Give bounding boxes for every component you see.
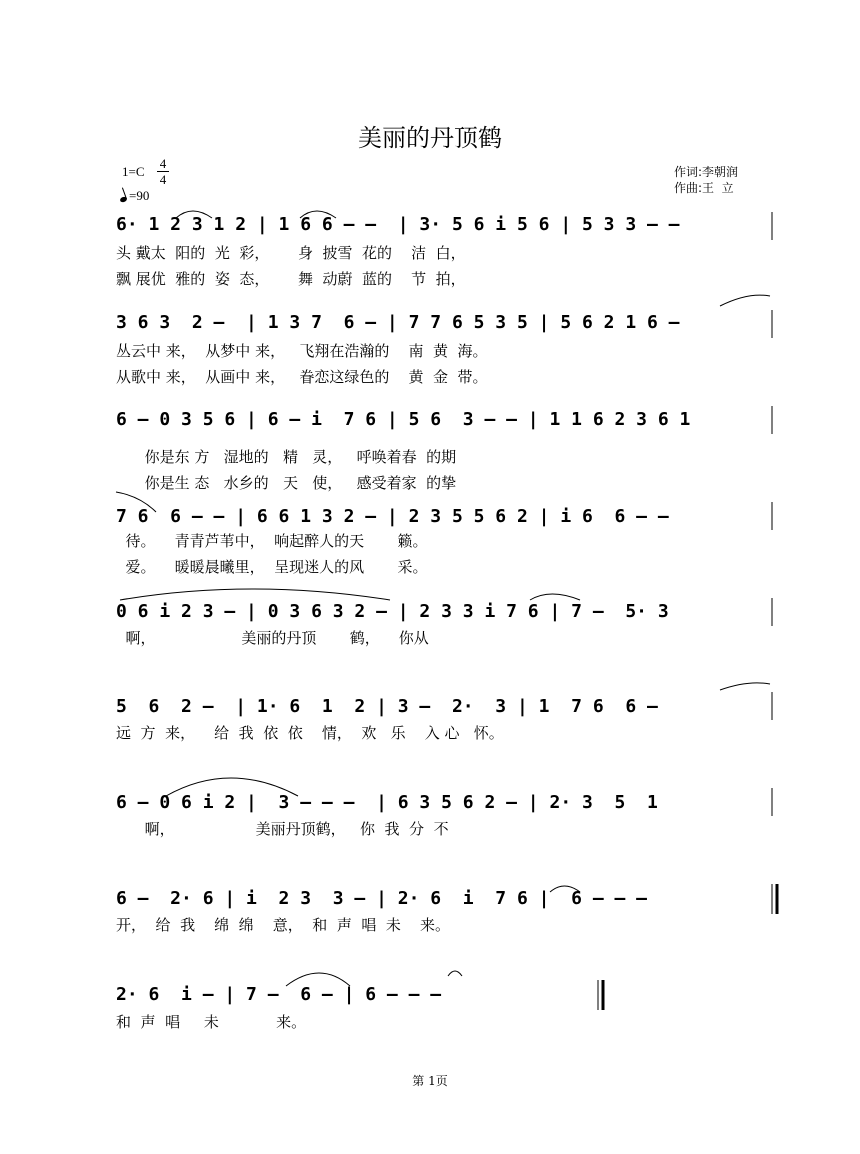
lyric-line-2b: 从歌中 来， 从画中 来， 眷恋这绿色的 黄 金 带。 [116,368,488,386]
notation-line-6: 5 6 2 – | 1· 6 1 2 | 3 – 2· 3 | 1 7 6 6 – [116,696,658,717]
lyric-line-6: 远 方 来， 给 我 依 依 情， 欢 乐 入 心 怀。 [116,724,504,742]
lyric-line-5: 啊， 美丽的丹顶 鹤， 你从 [116,629,429,647]
time-signature [156,156,170,187]
lyric-line-2a: 丛云中 来， 从梦中 来， 飞翔在浩瀚的 南 黄 海。 [116,342,488,360]
meter-bottom: 4 [159,172,167,187]
slur [120,589,390,600]
lyric-line-9: 和 声 唱 未 来。 [116,1013,307,1031]
tempo-marking [120,188,149,204]
tempo-value: =90 [129,188,150,203]
fermata [448,971,462,976]
notation-line-1: 6· 1 2 3 1 2 | 1 6 6 – – | 3· 5 6 i 5 6 | 5 3 3 – – [116,214,680,235]
credits [674,164,738,196]
lyricist: 作词:李朝润 [674,165,739,179]
key-signature: 1=C [122,164,145,179]
lyric-line-1b: 飘 展优 雅的 姿 态， 舞 动蔚 蓝的 节 拍， [116,270,466,288]
notation-line-7: 6 – 0 6 i 2 | 3 – – – | 6 3 5 6 2 – | 2· 3 5 1 [116,792,658,813]
meter-top: 4 [159,156,167,171]
slur [530,594,580,600]
slur [720,295,770,306]
song-title: 美丽的丹顶鹤 [358,124,502,152]
lyric-line-4a: 待。 青青芦苇中， 响起醉人的天 籁。 [116,532,428,550]
slur [720,683,770,690]
lyric-line-3b: 你是生 态 水乡的 天 使， 感受着家 的挚 [116,474,457,492]
quarter-note-icon [119,196,127,203]
lyric-line-7: 啊， 美丽丹顶鹤， 你 我 分 不 [116,820,449,838]
notation-line-3: 6 – 0 3 5 6 | 6 – i 7 6 | 5 6 3 – – | 1 1 6 2 3 6 1 [116,409,691,430]
notation-line-5: 0 6 i 2 3 – | 0 3 6 3 2 – | 2 3 3 i 7 6 | 7 – 5· 3 [116,601,669,622]
notation-line-2: 3 6 3 2 – | 1 3 7 6 – | 7 7 6 5 3 5 | 5 6 2 1 6 – [116,312,680,333]
page-number: 第 1页 [412,1074,448,1088]
lyric-line-3a: 你是东 方 湿地的 精 灵， 呼唤着春 的期 [116,448,457,466]
lyric-line-4b: 爱。 暖暖晨曦里， 呈现迷人的风 采。 [116,558,428,576]
lyric-line-8: 开， 给 我 绵 绵 意， 和 声 唱 未 来。 [116,916,450,934]
notation-line-4: 7 6 6 – – | 6 6 1 3 2 – | 2 3 5 5 6 2 | i 6 6 – – [116,506,669,527]
notation-line-9: 2· 6 i – | 7 – 6 – | 6 – – – [116,984,442,1005]
lyric-line-1a: 头 戴太 阳的 光 彩， 身 披雪 花的 洁 白， [116,244,466,262]
notation-line-8: 6 – 2· 6 | i 2 3 3 – | 2· 6 i 7 6 | 6 – – – [116,888,648,909]
composer: 作曲:王 立 [674,181,734,195]
